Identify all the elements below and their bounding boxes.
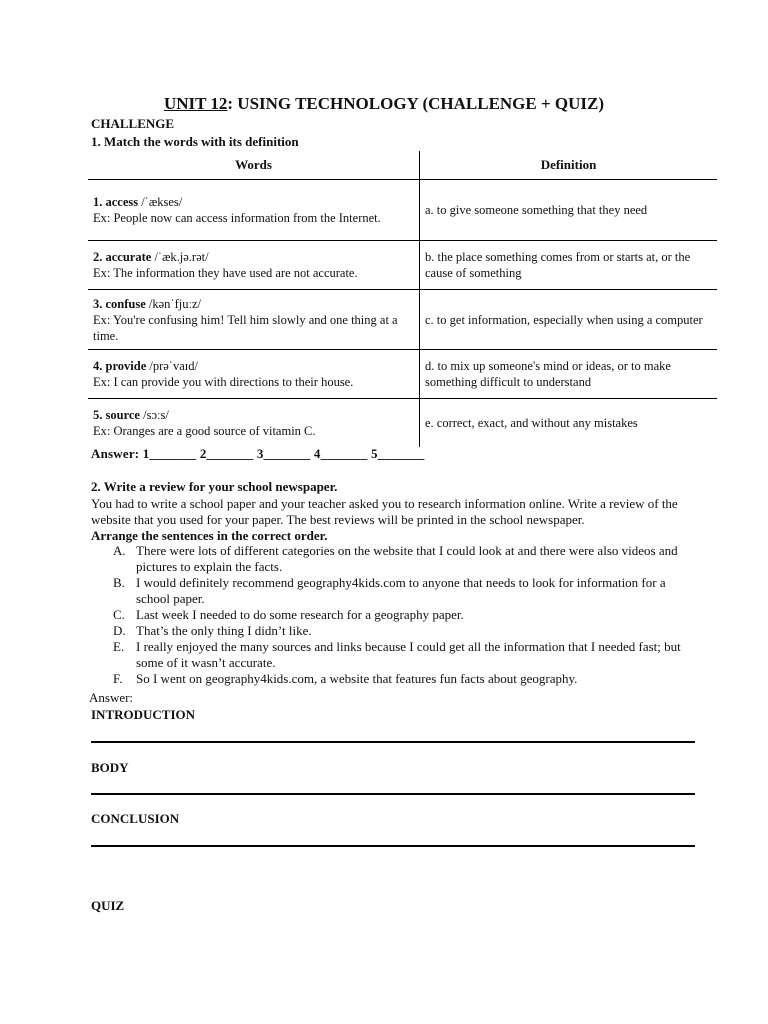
body-answer-rule xyxy=(91,793,695,795)
vocab-ipa: /ˈæk.jə.rət/ xyxy=(151,250,209,264)
word-cell xyxy=(88,399,420,448)
item-text: I would definitely recommend geography4kids.com to anyone that needs to look for information for a school paper. xyxy=(136,575,666,606)
item-letter: D. xyxy=(113,623,126,638)
column-header-definition: Definition xyxy=(420,151,718,180)
item-letter: A. xyxy=(113,543,126,558)
vocab-example: Ex: Oranges are a good source of vitamin C. xyxy=(93,424,316,438)
list-item xyxy=(91,575,701,607)
table-row xyxy=(88,241,717,290)
item-letter: C. xyxy=(113,607,125,622)
definition-cell: d. to mix up someone's mind or ideas, or to make something difficult to understand xyxy=(420,350,718,399)
challenge-heading: CHALLENGE xyxy=(91,116,175,131)
vocab-term: 3. confuse xyxy=(93,296,146,311)
quiz-heading: QUIZ xyxy=(91,898,125,913)
definition-cell: c. to get information, especially when using a computer xyxy=(420,290,718,350)
conclusion-label: CONCLUSION xyxy=(91,811,180,826)
item-text: So I went on geography4kids.com, a website that features fun facts about geography. xyxy=(136,671,578,686)
table-row xyxy=(88,399,717,448)
item-letter: B. xyxy=(113,575,125,590)
body-label: BODY xyxy=(91,760,129,775)
section1-heading: 1. Match the words with its definition xyxy=(91,134,299,149)
item-text: There were lots of different categories on the website that I could look at and there were also videos and pictures to explain the facts. xyxy=(136,543,678,574)
list-item xyxy=(91,543,701,575)
item-text: That’s the only thing I didn’t like. xyxy=(136,623,312,638)
vocab-term: 1. access xyxy=(93,195,139,209)
item-text: Last week I needed to do some research for a geography paper. xyxy=(136,607,464,622)
item-text: I really enjoyed the many sources and links because I could get all the information that I needed fast; but some of it wasn’t accurate. xyxy=(136,639,681,670)
unit-number: UNIT 12 xyxy=(163,94,228,113)
vocab-ipa: /prəˈvaɪd/ xyxy=(146,359,198,373)
unit-title: : USING TECHNOLOGY (CHALLENGE + QUIZ) xyxy=(227,94,605,113)
vocab-ipa: /kənˈfjuːz/ xyxy=(145,296,201,311)
vocab-example: Ex: You're confusing him! Tell him slowly and one thing at a time. xyxy=(93,312,398,343)
section2-instructions: You had to write a school paper and your teacher asked you to research information online. Write a review of the website that you used for your paper. The best reviews will be printed in the school newspaper. xyxy=(91,496,678,527)
item-letter: F. xyxy=(113,671,123,686)
table-row xyxy=(88,180,717,241)
column-header-words: Words xyxy=(88,151,420,180)
page-title xyxy=(0,94,768,114)
vocab-example: Ex: I can provide you with directions to their house. xyxy=(93,375,354,389)
vocabulary-table xyxy=(88,151,717,447)
vocab-term: 4. provide xyxy=(93,359,147,373)
sentence-list xyxy=(91,543,701,687)
introduction-label: INTRODUCTION xyxy=(91,707,196,722)
table-row xyxy=(88,290,717,350)
answer-label: Answer: xyxy=(89,690,134,705)
list-item xyxy=(91,623,701,639)
table-row xyxy=(88,350,717,399)
section2-heading: 2. Write a review for your school newspaper. xyxy=(91,479,338,494)
vocab-example: Ex: People now can access information from the Internet. xyxy=(93,211,381,225)
item-letter: E. xyxy=(113,639,125,654)
definition-cell: a. to give someone something that they need xyxy=(420,180,718,241)
vocab-ipa: /sɔːs/ xyxy=(140,408,169,422)
list-item xyxy=(91,607,701,623)
definition-cell: b. the place something comes from or starts at, or the cause of something xyxy=(420,241,718,290)
arrange-heading: Arrange the sentences in the correct order. xyxy=(91,528,328,543)
word-cell xyxy=(88,180,420,241)
introduction-answer-rule xyxy=(91,741,695,743)
list-item xyxy=(91,639,701,671)
vocab-example: Ex: The information they have used are not accurate. xyxy=(93,266,358,280)
word-cell xyxy=(88,290,420,350)
vocab-term: 5. source xyxy=(93,408,140,422)
definition-cell: e. correct, exact, and without any mistakes xyxy=(425,416,638,430)
vocab-term: 2. accurate xyxy=(93,250,152,264)
conclusion-answer-rule xyxy=(91,845,695,847)
matching-answer-line: Answer: 1_______ 2_______ 3_______ 4_______ 5_______ xyxy=(91,446,425,461)
vocab-ipa: /ˈækses/ xyxy=(138,195,183,209)
word-cell xyxy=(88,241,420,290)
list-item xyxy=(91,671,701,687)
word-cell xyxy=(88,350,420,399)
